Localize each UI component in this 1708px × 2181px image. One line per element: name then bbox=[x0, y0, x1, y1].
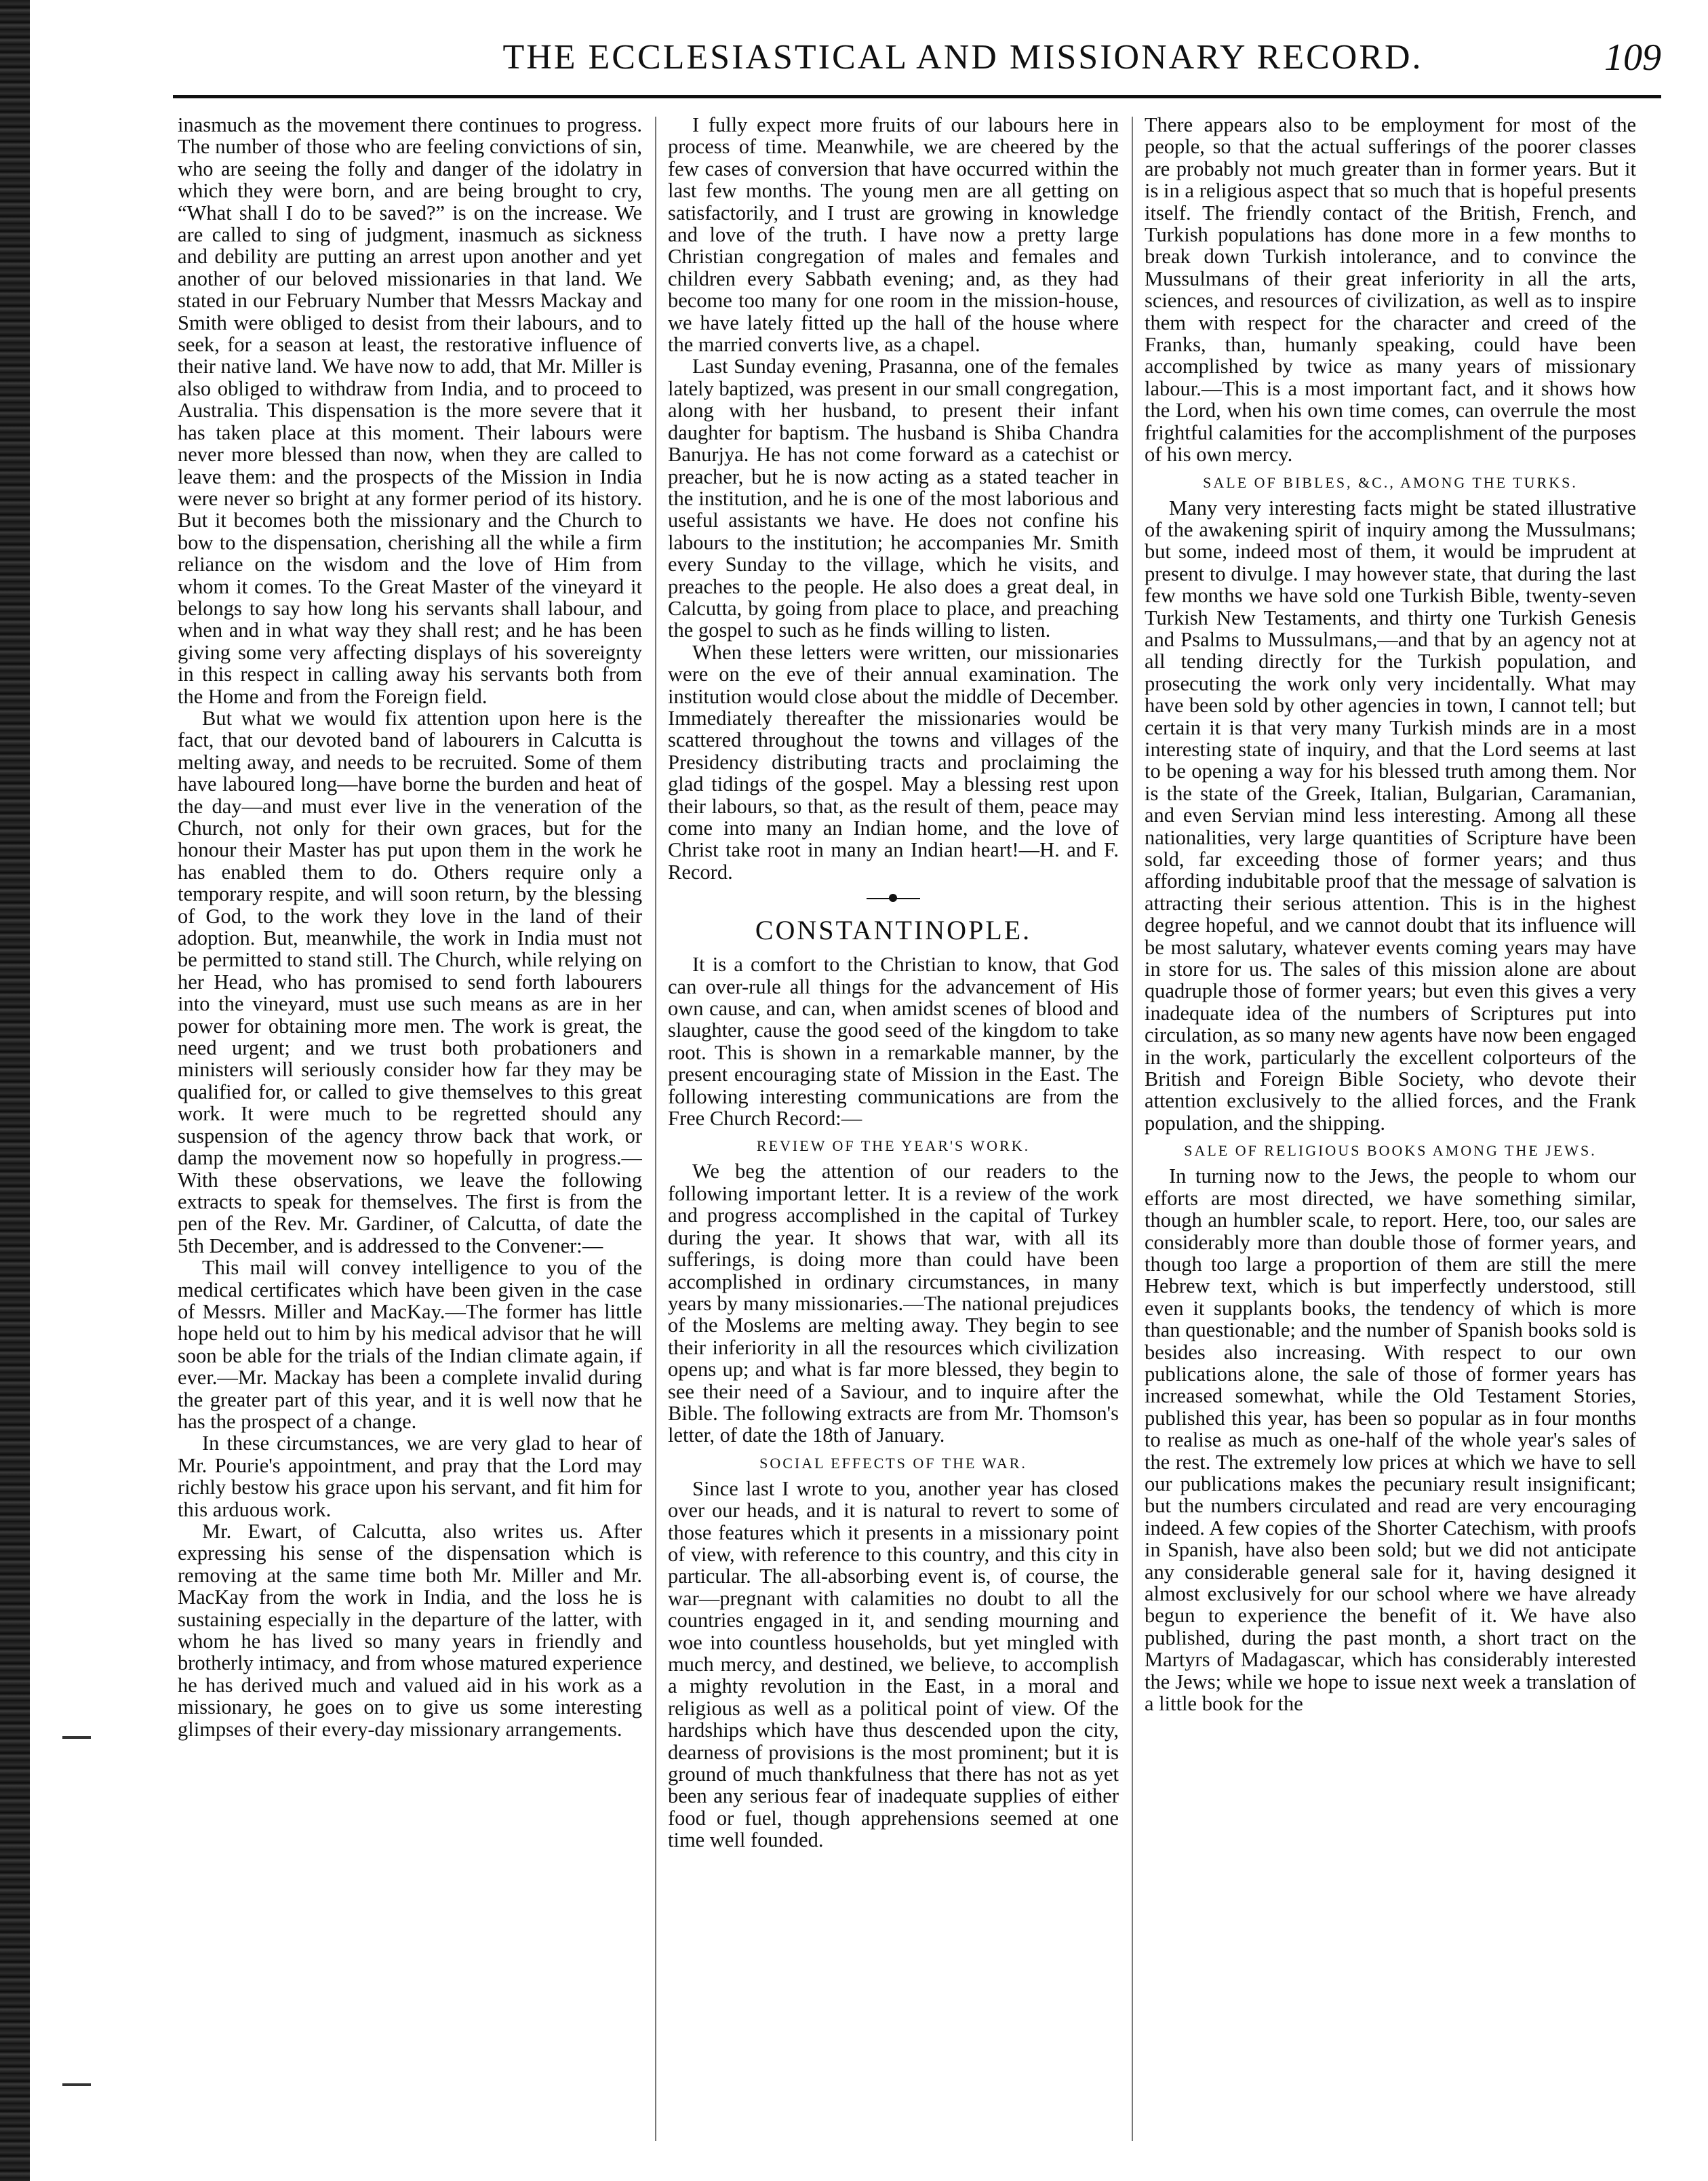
column-3 bbox=[1145, 114, 1636, 2148]
page-binding-edge bbox=[0, 0, 30, 2181]
paragraph: Since last I wrote to you, another year has closed over our heads, and it is natural to revert to some of those features which it presents in a missionary point of view, with reference to this country, and this city in particular. The all-absorbing event is, of course, the war—pregnant with calamities no doubt to all the countries engaged in it, and sending mourning and woe into countless households, but yet mingled with much mercy, and destined, we believe, to accomplish a mighty revolution in the East, in a moral and religious as well as a political point of view. Of the hardships which have thus descended upon the city, dearness of provisions is the most prominent; but it is ground of much thankfulness that there has not as yet been any serious fear of inadequate supplies of either food or fuel, though apprehensions seemed at one time well founded. bbox=[668, 1476, 1119, 1852]
paragraph: We beg the attention of our readers to the following important letter. It is a review of the work and progress accomplished in the capital of Turkey during the year. It shows that war, with all its sufferings, is doing more than could have been accomplished in ordinary circumstances, in many years by many missionaries.—The national prejudices of the Moslems are melting away. They begin to see their inferiority in all the resources which civilization opens up; and what is far more blessed, they begin to see their need of a Saviour, and to inquire after the Bible. The following extracts are from Mr. Thomson's letter, of date the 18th of January. bbox=[668, 1160, 1119, 1447]
running-header: THE ECCLESIASTICAL AND MISSIONARY RECORD. bbox=[502, 38, 1423, 77]
paragraph: inasmuch as the movement there continues to progress. The number of those who are feeling convictions of sin, who are seeing the folly and danger of the idolatry in which they were born, and are being brought to cry, “What shall I do to be saved?” is on the increase. We are called to sing of judgment, inasmuch as sickness and debility are putting an arrest upon another and yet another of our beloved missionaries in that land. We stated in our February Number that Messrs Mackay and Smith were obliged to desist from their labours, and to seek, for a season at least, the restorative influence of their native land. We have now to add, that Mr. Miller is also obliged to withdraw from India, and to proceed to Australia. This dispensation is the more severe that it has taken place at this moment. Their labours were never more blessed than now, when they are called to leave them: and the prospects of the Mission in India were never so bright at any former period of its history. But it becomes both the missionary and the Church to bow to the dispensation, cherishing all the while a firm reliance on the wisdom and the love of Him from whom it comes. To the Great Master of the vineyard it belongs to say how long his servants shall labour, and when and in what way they shall rest; and he has been giving some very affecting displays of his sovereignty in this respect in calling away his servants both from the Home and from the Foreign field. bbox=[178, 114, 642, 708]
paragraph: When these letters were written, our missionaries were on the eve of their annual examination. The institution would close about the middle of December. Immediately thereafter the missionaries would be scattered throughout the towns and villages of the Presidency distributing tracts and proclaiming the glad tidings of the gospel. May a blessing rest upon their labours, so that, as the result of them, peace may come into many an Indian home, and the love of Christ take root in many an Indian heart!—H. and F. Record. bbox=[668, 640, 1119, 884]
column-divider bbox=[655, 117, 656, 2141]
header-rule bbox=[173, 95, 1661, 98]
paragraph: In these circumstances, we are very glad to hear of Mr. Pourie's appointment, and pray that the Lord may richly bestow his grace upon his servant, and fit him for this arduous work. bbox=[178, 1432, 642, 1521]
paragraph: Mr. Ewart, of Calcutta, also writes us. After expressing his sense of the dispensation which is removing at the same time both Mr. Miller and Mr. MacKay from the work in India, and the loss he is sustaining especially in the departure of the latter, with whom he has lived so many years in friendly and brotherly intimacy, and from whose matured experience he has derived much and valued aid in his work as a missionary, he goes on to give us some interesting glimpses of their every-day missionary arrangements. bbox=[178, 1520, 642, 1741]
paragraph: It is a comfort to the Christian to know, that God can over-rule all things for the advancement of His own cause, and can, when amidst scenes of blood and slaughter, cause the good seed of the kingdom to take root. This is shown in a remarkable manner, by the present encouraging state of Mission in the East. The following interesting communications are from the Free Church Record:— bbox=[668, 953, 1119, 1131]
paragraph: Last Sunday evening, Prasanna, one of the females lately baptized, was present in our small congregation, along with her husband, to present their infant daughter for baptism. The husband is Shiba Chandra Banurjya. He has not come forward as a catechist or preacher, but he is now acting as a stated teacher in the institution, and he is one of the most laborious and useful assistants we have. He does not confine his labours to the institution; he accompanies Mr. Smith every Sunday to the village, which he visits, and preaches to the people. He also does a great deal, in Calcutta, by going from place to place, and preaching the gospel to such as he finds willing to listen. bbox=[668, 355, 1119, 642]
paragraph: In turning now to the Jews, the people to whom our efforts are most directed, we have something similar, though an humbler scale, to report. Here, too, our sales are considerably more than double those of former years, and though too large a proportion of them are still the mere Hebrew text, which is but imperfectly understood, still even it supplants books, the tendency of which is more than questionable; and the number of Spanish books sold is besides also increasing. With respect to our own publications alone, the sale of those of former years has increased somewhat, while the Old Testament Stories, published this year, has been so popular as in four months to realise as much as one-half of the whole year's sales of the rest. The extremely low prices at which we have to sell our publications makes the pecuniary result insignificant; but the numbers circulated and read are very encouraging indeed. A few copies of the Shorter Catechism, with proofs in Spanish, have also been sold; but we did not anticipate any considerable general sale for it, having designed it almost exclusively for our school where we have already begun to experience the benefit of it. We have also published, during the past month, a short tract on the Martyrs of Madagascar, which has considerably interested the Jews; while we hope to issue next week a translation of a little book for the bbox=[1145, 1164, 1636, 1716]
paragraph: I fully expect more fruits of our labours here in process of time. Meanwhile, we are cheered by the few cases of conversion that have occurred within the last few months. The young men are all getting on satisfactorily, and I trust are growing in knowledge and love of the truth. I have now a pretty large Christian congregation of males and females and children every Sabbath evening; and, as they had become too many for one room in the mission-house, we have lately fitted up the hall of the house where the married converts live, as a chapel. bbox=[668, 114, 1119, 357]
column-1 bbox=[178, 114, 642, 2148]
column-2 bbox=[668, 114, 1119, 2148]
section-heading: CONSTANTINOPLE. bbox=[755, 915, 1032, 946]
subheading: SALE OF RELIGIOUS BOOKS AMONG THE JEWS. bbox=[1184, 1142, 1597, 1160]
paragraph: This mail will convey intelligence to you of the medical certificates which have been given in the case of Messrs. Miller and MacKay.—The former has little hope held out to him by his medical advisor that he will soon be able for the trials of the Indian climate again, if ever.—Mr. Mackay has been a complete invalid during the greater part of this year, and it is well now that he has the prospect of a change. bbox=[178, 1256, 642, 1433]
paragraph: Many very interesting facts might be stated illustrative of the awakening spirit of inquiry among the Mussulmans; but some, indeed most of them, it would be imprudent at present to divulge. I may however state, that during the last few months we have sold one Turkish Bible, twenty-seven Turkish New Testaments, and thirty one Turkish Genesis and Psalms to Mussulmans,—and that by an agency not at all tending directly for the Turkish population, and prosecuting the work only very incidentally. What may have been sold by other agencies in town, I cannot tell; but certain it is that very many Turkish minds are in a most interesting state of inquiry, and that the Lord seems at last to be opening a way for his blessed truth among them. Nor is the state of the Greek, Italian, Bulgarian, Caramanian, and even Servian mind less interesting. Among all these nationalities, very large quantities of Scripture have been sold, far exceeding those of former years; and thus affording indubitable proof that the message of salvation is attracting their serious attention. This is in the highest degree hopeful, and we cannot doubt that its influence will be most salutary, whatever events coming years may have in store for us. The sales of this mission alone are about quadruple those of former years; but even this gives a very inadequate idea of the numbers of Scriptures put into circulation, as so many new agents have now been engaged in the work, particularly the excellent colporteurs of the British and Foreign Bible Society, who devote their attention exclusively to the allied forces, and the Frank population, and the shipping. bbox=[1145, 496, 1636, 1135]
subheading: SOCIAL EFFECTS OF THE WAR. bbox=[759, 1454, 1027, 1472]
column-divider bbox=[1132, 117, 1133, 2141]
page-number: 109 bbox=[1604, 37, 1661, 79]
margin-mark bbox=[62, 2083, 91, 2086]
subheading: SALE OF BIBLES, &C., AMONG THE TURKS. bbox=[1203, 473, 1578, 491]
margin-mark bbox=[62, 1736, 91, 1739]
paragraph: There appears also to be employment for most of the people, so that the actual sufferings of the poorer classes are probably not much greater than in former years. But it is in a religious aspect that so much that is hopeful presents itself. The friendly contact of the British, French, and Turkish populations has done more in a few months to break down Turkish intolerance, and to convince the Mussulmans of their great inferiority in all the arts, sciences, and resources of civilization, as well as to inspire them with respect for the character and creed of the Franks, than, humanly speaking, could have been accomplished by twice as many years of missionary labour.—This is a most important fact, and it shows how the Lord, when his own time comes, can overrule the most frightful calamities for the accomplishment of the purposes of his own mercy. bbox=[1145, 114, 1636, 467]
subheading: REVIEW OF THE YEAR'S WORK. bbox=[756, 1137, 1031, 1155]
paragraph: But what we would fix attention upon here is the fact, that our devoted band of labourers in Calcutta is melting away, and needs to be recruited. Some of them have laboured long—have borne the burden and heat of the day—and must ever live in the veneration of the Church, not only for their own graces, but for the honour their Master has put upon them in the work he has enabled them to do. Others require only a temporary respite, and will soon return, by the blessing of God, to the work they love in the land of their adoption. But, meanwhile, the work in India must not be permitted to stand still. The Church, while relying on her Head, who has promised to send forth labourers into the vineyard, must use such means as are in her power for obtaining more men. The work is great, the need urgent; and we trust both probationers and ministers will seriously consider how far they may be qualified for, or called to give themselves to this great work. It were much to be regretted should any suspension of the agency throw back that work, or damp the movement now so hopefully in progress.—With these observations, we leave the following extracts to speak for themselves. The first is from the pen of the Rev. Mr. Gardiner, of Calcutta, of date the 5th December, and is addressed to the Convener:— bbox=[178, 706, 642, 1257]
section-ornament bbox=[668, 892, 1119, 905]
